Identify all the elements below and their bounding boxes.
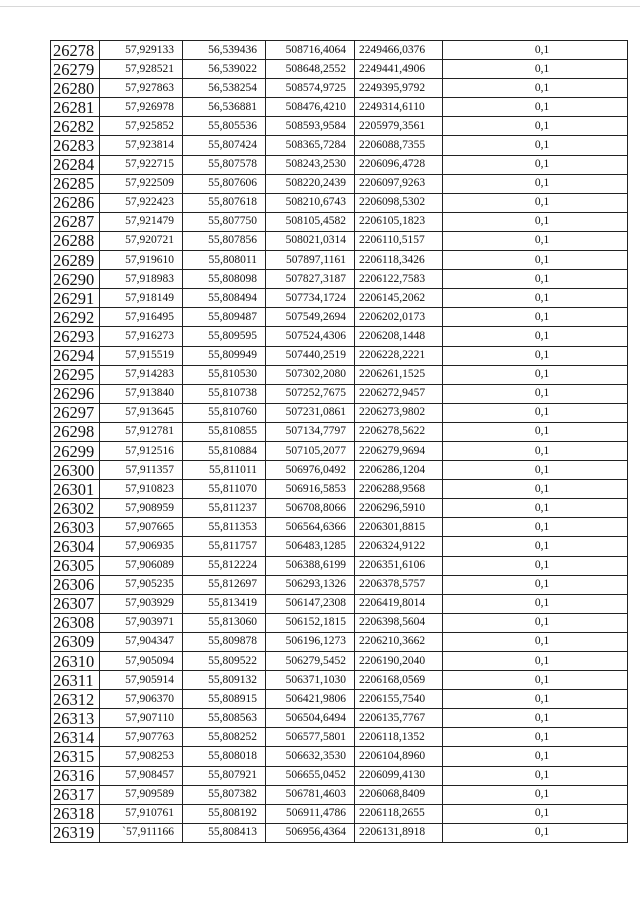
longitude-cell: 55,808413 (183, 823, 266, 842)
latitude-cell: 57,908457 (100, 766, 183, 785)
table-row (51, 98, 628, 117)
table-row (51, 270, 628, 289)
table-row (51, 537, 628, 556)
value-cell: 0,1 (443, 422, 628, 441)
point-number-cell: 26317 (51, 785, 100, 804)
coord-x-cell: 506388,6199 (266, 556, 355, 575)
coord-x-cell: 508593,9584 (266, 117, 355, 136)
coord-x-cell: 508648,2552 (266, 60, 355, 79)
value-cell: 0,1 (443, 327, 628, 346)
coord-x-cell: 507231,0861 (266, 403, 355, 422)
value-cell: 0,1 (443, 709, 628, 728)
coord-y-cell: 2206228,2221 (355, 346, 443, 365)
longitude-cell: 55,807618 (183, 193, 266, 212)
point-number-cell: 26281 (51, 98, 100, 117)
longitude-cell: 56,539436 (183, 41, 266, 60)
latitude-cell: 57,905914 (100, 671, 183, 690)
point-number-cell: 26288 (51, 231, 100, 250)
latitude-cell: 57,926978 (100, 98, 183, 117)
point-number-cell: 26314 (51, 728, 100, 747)
coord-y-cell: 2206098,5302 (355, 193, 443, 212)
coord-x-cell: 507105,2077 (266, 441, 355, 460)
point-number-cell: 26289 (51, 251, 100, 270)
table-row (51, 690, 628, 709)
longitude-cell: 55,813060 (183, 613, 266, 632)
latitude-cell: 57,922715 (100, 155, 183, 174)
point-number-cell: 26306 (51, 575, 100, 594)
point-number-cell: 26304 (51, 537, 100, 556)
latitude-cell: 57,906935 (100, 537, 183, 556)
value-cell: 0,1 (443, 79, 628, 98)
coord-y-cell: 2206096,4728 (355, 155, 443, 174)
longitude-cell: 55,808018 (183, 747, 266, 766)
point-number-cell: 26319 (51, 823, 100, 842)
value-cell: 0,1 (443, 537, 628, 556)
point-number-cell: 26295 (51, 365, 100, 384)
table-row (51, 671, 628, 690)
coord-y-cell: 2249441,4906 (355, 60, 443, 79)
longitude-cell: 55,807921 (183, 766, 266, 785)
point-number-cell: 26310 (51, 652, 100, 671)
point-number-cell: 26296 (51, 384, 100, 403)
longitude-cell: 55,811070 (183, 480, 266, 499)
coord-x-cell: 508220,2439 (266, 174, 355, 193)
point-number-cell: 26290 (51, 270, 100, 289)
value-cell: 0,1 (443, 251, 628, 270)
longitude-cell: 55,805536 (183, 117, 266, 136)
longitude-cell: 55,808098 (183, 270, 266, 289)
value-cell: 0,1 (443, 346, 628, 365)
coord-y-cell: 2206286,1204 (355, 461, 443, 480)
table-row (51, 174, 628, 193)
coord-x-cell: 507827,3187 (266, 270, 355, 289)
table-row (51, 594, 628, 613)
point-number-cell: 26287 (51, 212, 100, 231)
longitude-cell: 55,810530 (183, 365, 266, 384)
latitude-cell: 57,905094 (100, 652, 183, 671)
table-row (51, 652, 628, 671)
latitude-cell: 57,916495 (100, 308, 183, 327)
table-row (51, 766, 628, 785)
coord-x-cell: 506504,6494 (266, 709, 355, 728)
coord-x-cell: 508574,9725 (266, 79, 355, 98)
table-row (51, 308, 628, 327)
coord-x-cell: 508105,4582 (266, 212, 355, 231)
coord-y-cell: 2206202,0173 (355, 308, 443, 327)
coord-y-cell: 2206301,8815 (355, 518, 443, 537)
latitude-cell: 57,920721 (100, 231, 183, 250)
coord-x-cell: 506632,3530 (266, 747, 355, 766)
coord-y-cell: 2206097,9263 (355, 174, 443, 193)
coord-y-cell: 2206088,7355 (355, 136, 443, 155)
coord-x-cell: 508210,6743 (266, 193, 355, 212)
coord-x-cell: 508243,2530 (266, 155, 355, 174)
latitude-cell: 57,927863 (100, 79, 183, 98)
point-number-cell: 26285 (51, 174, 100, 193)
coord-x-cell: 506196,1273 (266, 632, 355, 651)
point-number-cell: 26278 (51, 41, 100, 60)
value-cell: 0,1 (443, 480, 628, 499)
value-cell: 0,1 (443, 613, 628, 632)
longitude-cell: 55,811353 (183, 518, 266, 537)
latitude-cell: `57,911166 (100, 823, 183, 842)
longitude-cell: 55,809487 (183, 308, 266, 327)
coord-y-cell: 2206168,0569 (355, 671, 443, 690)
value-cell: 0,1 (443, 518, 628, 537)
point-number-cell: 26300 (51, 461, 100, 480)
point-number-cell: 26280 (51, 79, 100, 98)
point-number-cell: 26318 (51, 804, 100, 823)
coord-y-cell: 2206122,7583 (355, 270, 443, 289)
value-cell: 0,1 (443, 804, 628, 823)
latitude-cell: 57,913645 (100, 403, 183, 422)
latitude-cell: 57,910761 (100, 804, 183, 823)
value-cell: 0,1 (443, 594, 628, 613)
coord-y-cell: 2206110,5157 (355, 231, 443, 250)
coord-y-cell: 2206351,6106 (355, 556, 443, 575)
longitude-cell: 55,809949 (183, 346, 266, 365)
coord-x-cell: 507134,7797 (266, 422, 355, 441)
value-cell: 0,1 (443, 747, 628, 766)
table-row (51, 212, 628, 231)
point-number-cell: 26315 (51, 747, 100, 766)
point-number-cell: 26294 (51, 346, 100, 365)
coord-x-cell: 506483,1285 (266, 537, 355, 556)
coord-x-cell: 507302,2080 (266, 365, 355, 384)
point-number-cell: 26316 (51, 766, 100, 785)
coordinates-table (50, 40, 628, 843)
value-cell: 0,1 (443, 174, 628, 193)
table-row (51, 785, 628, 804)
coord-y-cell: 2206378,5757 (355, 575, 443, 594)
coord-x-cell: 506577,5801 (266, 728, 355, 747)
coord-x-cell: 506279,5452 (266, 652, 355, 671)
value-cell: 0,1 (443, 632, 628, 651)
latitude-cell: 57,908253 (100, 747, 183, 766)
coord-y-cell: 2206104,8960 (355, 747, 443, 766)
table-row (51, 823, 628, 842)
table-row (51, 384, 628, 403)
table-row (51, 518, 628, 537)
value-cell: 0,1 (443, 212, 628, 231)
table-row (51, 251, 628, 270)
latitude-cell: 57,906370 (100, 690, 183, 709)
latitude-cell: 57,907665 (100, 518, 183, 537)
value-cell: 0,1 (443, 461, 628, 480)
latitude-cell: 57,918983 (100, 270, 183, 289)
value-cell: 0,1 (443, 270, 628, 289)
coord-x-cell: 506421,9806 (266, 690, 355, 709)
coord-x-cell: 506956,4364 (266, 823, 355, 842)
longitude-cell: 55,811757 (183, 537, 266, 556)
table-row (51, 289, 628, 308)
point-number-cell: 26291 (51, 289, 100, 308)
coord-x-cell: 506708,8066 (266, 499, 355, 518)
latitude-cell: 57,910823 (100, 480, 183, 499)
table-row (51, 632, 628, 651)
point-number-cell: 26313 (51, 709, 100, 728)
value-cell: 0,1 (443, 671, 628, 690)
longitude-cell: 55,809132 (183, 671, 266, 690)
latitude-cell: 57,905235 (100, 575, 183, 594)
point-number-cell: 26301 (51, 480, 100, 499)
coord-y-cell: 2206145,2062 (355, 289, 443, 308)
latitude-cell: 57,908959 (100, 499, 183, 518)
coord-x-cell: 508365,7284 (266, 136, 355, 155)
longitude-cell: 55,808252 (183, 728, 266, 747)
longitude-cell: 55,811011 (183, 461, 266, 480)
value-cell: 0,1 (443, 365, 628, 384)
point-number-cell: 26283 (51, 136, 100, 155)
coord-x-cell: 506655,0452 (266, 766, 355, 785)
longitude-cell: 55,808494 (183, 289, 266, 308)
coord-x-cell: 506916,5853 (266, 480, 355, 499)
value-cell: 0,1 (443, 728, 628, 747)
coord-y-cell: 2249314,6110 (355, 98, 443, 117)
value-cell: 0,1 (443, 823, 628, 842)
longitude-cell: 55,809595 (183, 327, 266, 346)
latitude-cell: 57,914283 (100, 365, 183, 384)
point-number-cell: 26279 (51, 60, 100, 79)
coord-y-cell: 2206279,9694 (355, 441, 443, 460)
table-row (51, 60, 628, 79)
point-number-cell: 26305 (51, 556, 100, 575)
latitude-cell: 57,922423 (100, 193, 183, 212)
latitude-cell: 57,919610 (100, 251, 183, 270)
value-cell: 0,1 (443, 308, 628, 327)
longitude-cell: 55,807424 (183, 136, 266, 155)
point-number-cell: 26311 (51, 671, 100, 690)
coord-x-cell: 507524,4306 (266, 327, 355, 346)
longitude-cell: 55,808915 (183, 690, 266, 709)
table-row (51, 499, 628, 518)
value-cell: 0,1 (443, 98, 628, 117)
longitude-cell: 55,811237 (183, 499, 266, 518)
value-cell: 0,1 (443, 575, 628, 594)
table-row (51, 728, 628, 747)
coord-x-cell: 508021,0314 (266, 231, 355, 250)
value-cell: 0,1 (443, 499, 628, 518)
table-row (51, 117, 628, 136)
latitude-cell: 57,929133 (100, 41, 183, 60)
coord-y-cell: 2206118,3426 (355, 251, 443, 270)
table-row (51, 193, 628, 212)
coord-x-cell: 507734,1724 (266, 289, 355, 308)
longitude-cell: 55,808011 (183, 251, 266, 270)
coord-x-cell: 507549,2694 (266, 308, 355, 327)
table-row (51, 441, 628, 460)
table-row (51, 709, 628, 728)
latitude-cell: 57,925852 (100, 117, 183, 136)
longitude-cell: 55,810884 (183, 441, 266, 460)
coord-y-cell: 2206419,8014 (355, 594, 443, 613)
coord-x-cell: 506147,2308 (266, 594, 355, 613)
coord-y-cell: 2206118,2655 (355, 804, 443, 823)
point-number-cell: 26282 (51, 117, 100, 136)
value-cell: 0,1 (443, 60, 628, 79)
point-number-cell: 26292 (51, 308, 100, 327)
table-row (51, 365, 628, 384)
value-cell: 0,1 (443, 690, 628, 709)
latitude-cell: 57,903971 (100, 613, 183, 632)
longitude-cell: 55,807750 (183, 212, 266, 231)
coord-y-cell: 2206398,5604 (355, 613, 443, 632)
table-row (51, 79, 628, 98)
point-number-cell: 26286 (51, 193, 100, 212)
point-number-cell: 26308 (51, 613, 100, 632)
latitude-cell: 57,907110 (100, 709, 183, 728)
value-cell: 0,1 (443, 441, 628, 460)
point-number-cell: 26298 (51, 422, 100, 441)
table-row (51, 155, 628, 174)
latitude-cell: 57,909589 (100, 785, 183, 804)
longitude-cell: 55,807606 (183, 174, 266, 193)
latitude-cell: 57,906089 (100, 556, 183, 575)
table-row (51, 804, 628, 823)
coord-x-cell: 508716,4064 (266, 41, 355, 60)
table-row (51, 575, 628, 594)
table-row (51, 422, 628, 441)
coord-y-cell: 2206208,1448 (355, 327, 443, 346)
coord-y-cell: 2206135,7767 (355, 709, 443, 728)
coord-x-cell: 508476,4210 (266, 98, 355, 117)
coord-x-cell: 506911,4786 (266, 804, 355, 823)
point-number-cell: 26307 (51, 594, 100, 613)
point-number-cell: 26293 (51, 327, 100, 346)
longitude-cell: 55,809522 (183, 652, 266, 671)
latitude-cell: 57,916273 (100, 327, 183, 346)
coord-y-cell: 2206118,1352 (355, 728, 443, 747)
table-row (51, 461, 628, 480)
latitude-cell: 57,903929 (100, 594, 183, 613)
value-cell: 0,1 (443, 117, 628, 136)
table-row (51, 41, 628, 60)
coord-y-cell: 2206261,1525 (355, 365, 443, 384)
longitude-cell: 55,812224 (183, 556, 266, 575)
latitude-cell: 57,928521 (100, 60, 183, 79)
coord-y-cell: 2206131,8918 (355, 823, 443, 842)
longitude-cell: 55,808192 (183, 804, 266, 823)
latitude-cell: 57,904347 (100, 632, 183, 651)
coord-y-cell: 2206068,8409 (355, 785, 443, 804)
value-cell: 0,1 (443, 384, 628, 403)
table-row (51, 136, 628, 155)
longitude-cell: 55,810855 (183, 422, 266, 441)
coord-y-cell: 2249395,9792 (355, 79, 443, 98)
value-cell: 0,1 (443, 41, 628, 60)
coord-x-cell: 506564,6366 (266, 518, 355, 537)
latitude-cell: 57,921479 (100, 212, 183, 231)
coord-y-cell: 2206278,5622 (355, 422, 443, 441)
coord-x-cell: 506976,0492 (266, 461, 355, 480)
table-row (51, 747, 628, 766)
latitude-cell: 57,915519 (100, 346, 183, 365)
coord-y-cell: 2206099,4130 (355, 766, 443, 785)
coord-x-cell: 506293,1326 (266, 575, 355, 594)
longitude-cell: 55,808563 (183, 709, 266, 728)
coord-y-cell: 2206273,9802 (355, 403, 443, 422)
latitude-cell: 57,907763 (100, 728, 183, 747)
longitude-cell: 56,538254 (183, 79, 266, 98)
coord-y-cell: 2206210,3662 (355, 632, 443, 651)
latitude-cell: 57,922509 (100, 174, 183, 193)
coord-x-cell: 506781,4603 (266, 785, 355, 804)
table-row (51, 613, 628, 632)
value-cell: 0,1 (443, 556, 628, 575)
point-number-cell: 26312 (51, 690, 100, 709)
point-number-cell: 26284 (51, 155, 100, 174)
table-row (51, 346, 628, 365)
longitude-cell: 55,807856 (183, 231, 266, 250)
coord-y-cell: 2249466,0376 (355, 41, 443, 60)
table-row (51, 480, 628, 499)
point-number-cell: 26303 (51, 518, 100, 537)
latitude-cell: 57,913840 (100, 384, 183, 403)
coord-x-cell: 507440,2519 (266, 346, 355, 365)
value-cell: 0,1 (443, 403, 628, 422)
coord-y-cell: 2206105,1823 (355, 212, 443, 231)
longitude-cell: 56,539022 (183, 60, 266, 79)
longitude-cell: 55,810738 (183, 384, 266, 403)
value-cell: 0,1 (443, 652, 628, 671)
value-cell: 0,1 (443, 155, 628, 174)
value-cell: 0,1 (443, 785, 628, 804)
coord-y-cell: 2205979,3561 (355, 117, 443, 136)
latitude-cell: 57,912781 (100, 422, 183, 441)
longitude-cell: 55,813419 (183, 594, 266, 613)
coord-x-cell: 507252,7675 (266, 384, 355, 403)
latitude-cell: 57,912516 (100, 441, 183, 460)
longitude-cell: 55,812697 (183, 575, 266, 594)
longitude-cell: 55,809878 (183, 632, 266, 651)
longitude-cell: 56,536881 (183, 98, 266, 117)
value-cell: 0,1 (443, 193, 628, 212)
value-cell: 0,1 (443, 231, 628, 250)
latitude-cell: 57,911357 (100, 461, 183, 480)
coord-y-cell: 2206296,5910 (355, 499, 443, 518)
coord-y-cell: 2206288,9568 (355, 480, 443, 499)
longitude-cell: 55,807382 (183, 785, 266, 804)
coord-y-cell: 2206324,9122 (355, 537, 443, 556)
coord-x-cell: 506152,1815 (266, 613, 355, 632)
longitude-cell: 55,807578 (183, 155, 266, 174)
coord-y-cell: 2206155,7540 (355, 690, 443, 709)
table-row (51, 556, 628, 575)
point-number-cell: 26297 (51, 403, 100, 422)
coord-y-cell: 2206190,2040 (355, 652, 443, 671)
point-number-cell: 26299 (51, 441, 100, 460)
table-row (51, 403, 628, 422)
value-cell: 0,1 (443, 289, 628, 308)
point-number-cell: 26302 (51, 499, 100, 518)
latitude-cell: 57,918149 (100, 289, 183, 308)
coordinates-table-body (51, 41, 628, 843)
coord-x-cell: 506371,1030 (266, 671, 355, 690)
coord-x-cell: 507897,1161 (266, 251, 355, 270)
coord-y-cell: 2206272,9457 (355, 384, 443, 403)
page-top-edge (0, 0, 640, 7)
value-cell: 0,1 (443, 136, 628, 155)
longitude-cell: 55,810760 (183, 403, 266, 422)
value-cell: 0,1 (443, 766, 628, 785)
latitude-cell: 57,923814 (100, 136, 183, 155)
table-row (51, 327, 628, 346)
table-row (51, 231, 628, 250)
point-number-cell: 26309 (51, 632, 100, 651)
